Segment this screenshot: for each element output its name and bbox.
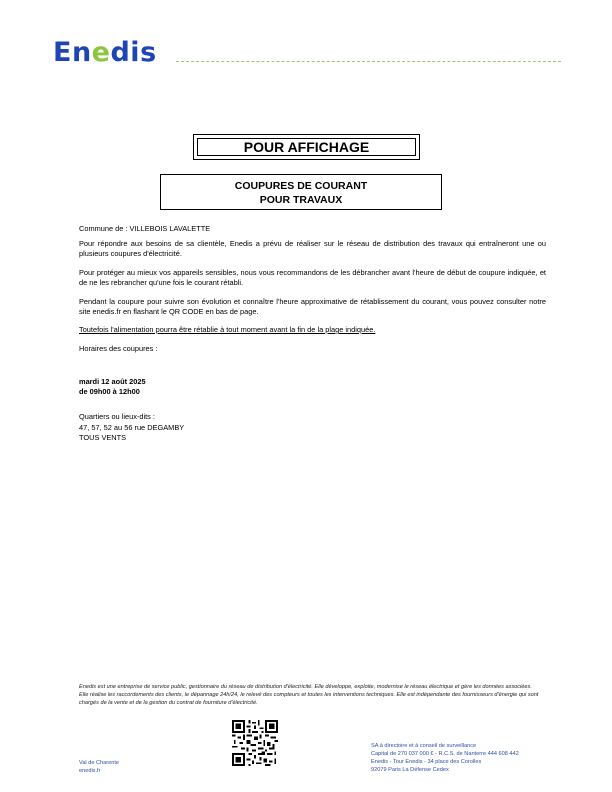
address-line: TOUS VENTS <box>79 433 127 442</box>
coupures-title-box <box>160 174 442 210</box>
enedis-logo-wordmark: Enedis <box>53 37 157 68</box>
pour-affichage-box <box>193 134 420 160</box>
quartiers-label: Quartiers ou lieux-dits : <box>79 412 155 421</box>
footer-legal-line: Enedis - Tour Enedis - 34 place des Corolles <box>371 759 482 765</box>
coupure-hours: de 09h00 à 12h00 <box>79 387 140 396</box>
footer-website-link[interactable]: enedis.fr <box>79 768 101 774</box>
paragraph-toutefois: Toutefois l'alimentation pourra être rétablie à tout moment avant la fin de la plage indiquée. <box>79 325 376 334</box>
address-line: 47, 57, 52 au 56 rue DEGAMBY <box>79 423 185 432</box>
footer-left-block <box>79 759 119 775</box>
paragraph-proteger: Pour protéger au mieux vos appareils sensibles, nous vous recommandons de les débrancher avant l'heure de début de coupure indiquée, et de ne les rebrancher qu'une fois le courant rétabli. <box>79 268 546 287</box>
footer-legal-block <box>371 742 519 774</box>
footer-legal-line: Capital de 270 037 000 € - R.C.S. de Nanterre 444 608 442 <box>371 751 519 757</box>
coupure-date: mardi 12 août 2025 <box>79 377 146 386</box>
coupures-title-line2: POUR TRAVAUX <box>259 194 343 206</box>
footer-disclaimer: Enedis est une entreprise de service public, gestionnaire du réseau de distribution d'électricité. Elle développe, exploite, modernise le réseau électrique et gère les données associées. Elle réalise les raccordements des clients, le dépannage 24h/24, le relevé des compteurs et toutes les interventions techniques. Elle est indépendante des fournisseurs d'énergie qui sont chargés de la vente et de la gestion du contrat de fourniture d'électricité. <box>79 684 539 706</box>
paragraph-suivi: Pendant la coupure pour suivre son évolution et connaître l'heure approximative de rétablissement du courant, vous pouvez consulter notre site enedis.fr en flashant le QR CODE en bas de page. <box>79 297 546 316</box>
pour-affichage-title: POUR AFFICHAGE <box>197 138 416 156</box>
commune-line: Commune de : VILLEBOIS LAVALETTE <box>79 224 211 233</box>
paragraph-besoins: Pour répondre aux besoins de sa clientèle, Enedis a prévu de réaliser sur le réseau de distribution des travaux qui entraîneront une ou plusieurs coupures d'électricité. <box>79 239 546 258</box>
horaires-label: Horaires des coupures : <box>79 344 158 353</box>
footer-legal-line: SA à directoire et à conseil de surveillance <box>371 743 477 749</box>
header-divider <box>176 61 561 62</box>
enedis-logo <box>53 37 173 69</box>
coupures-title-line1: COUPURES DE COURANT <box>234 180 368 192</box>
footer-region: Val de Charente <box>79 760 120 766</box>
footer-legal-line: 92079 Paris La Défense Cedex <box>371 767 449 773</box>
qr-code-icon[interactable] <box>232 720 278 766</box>
